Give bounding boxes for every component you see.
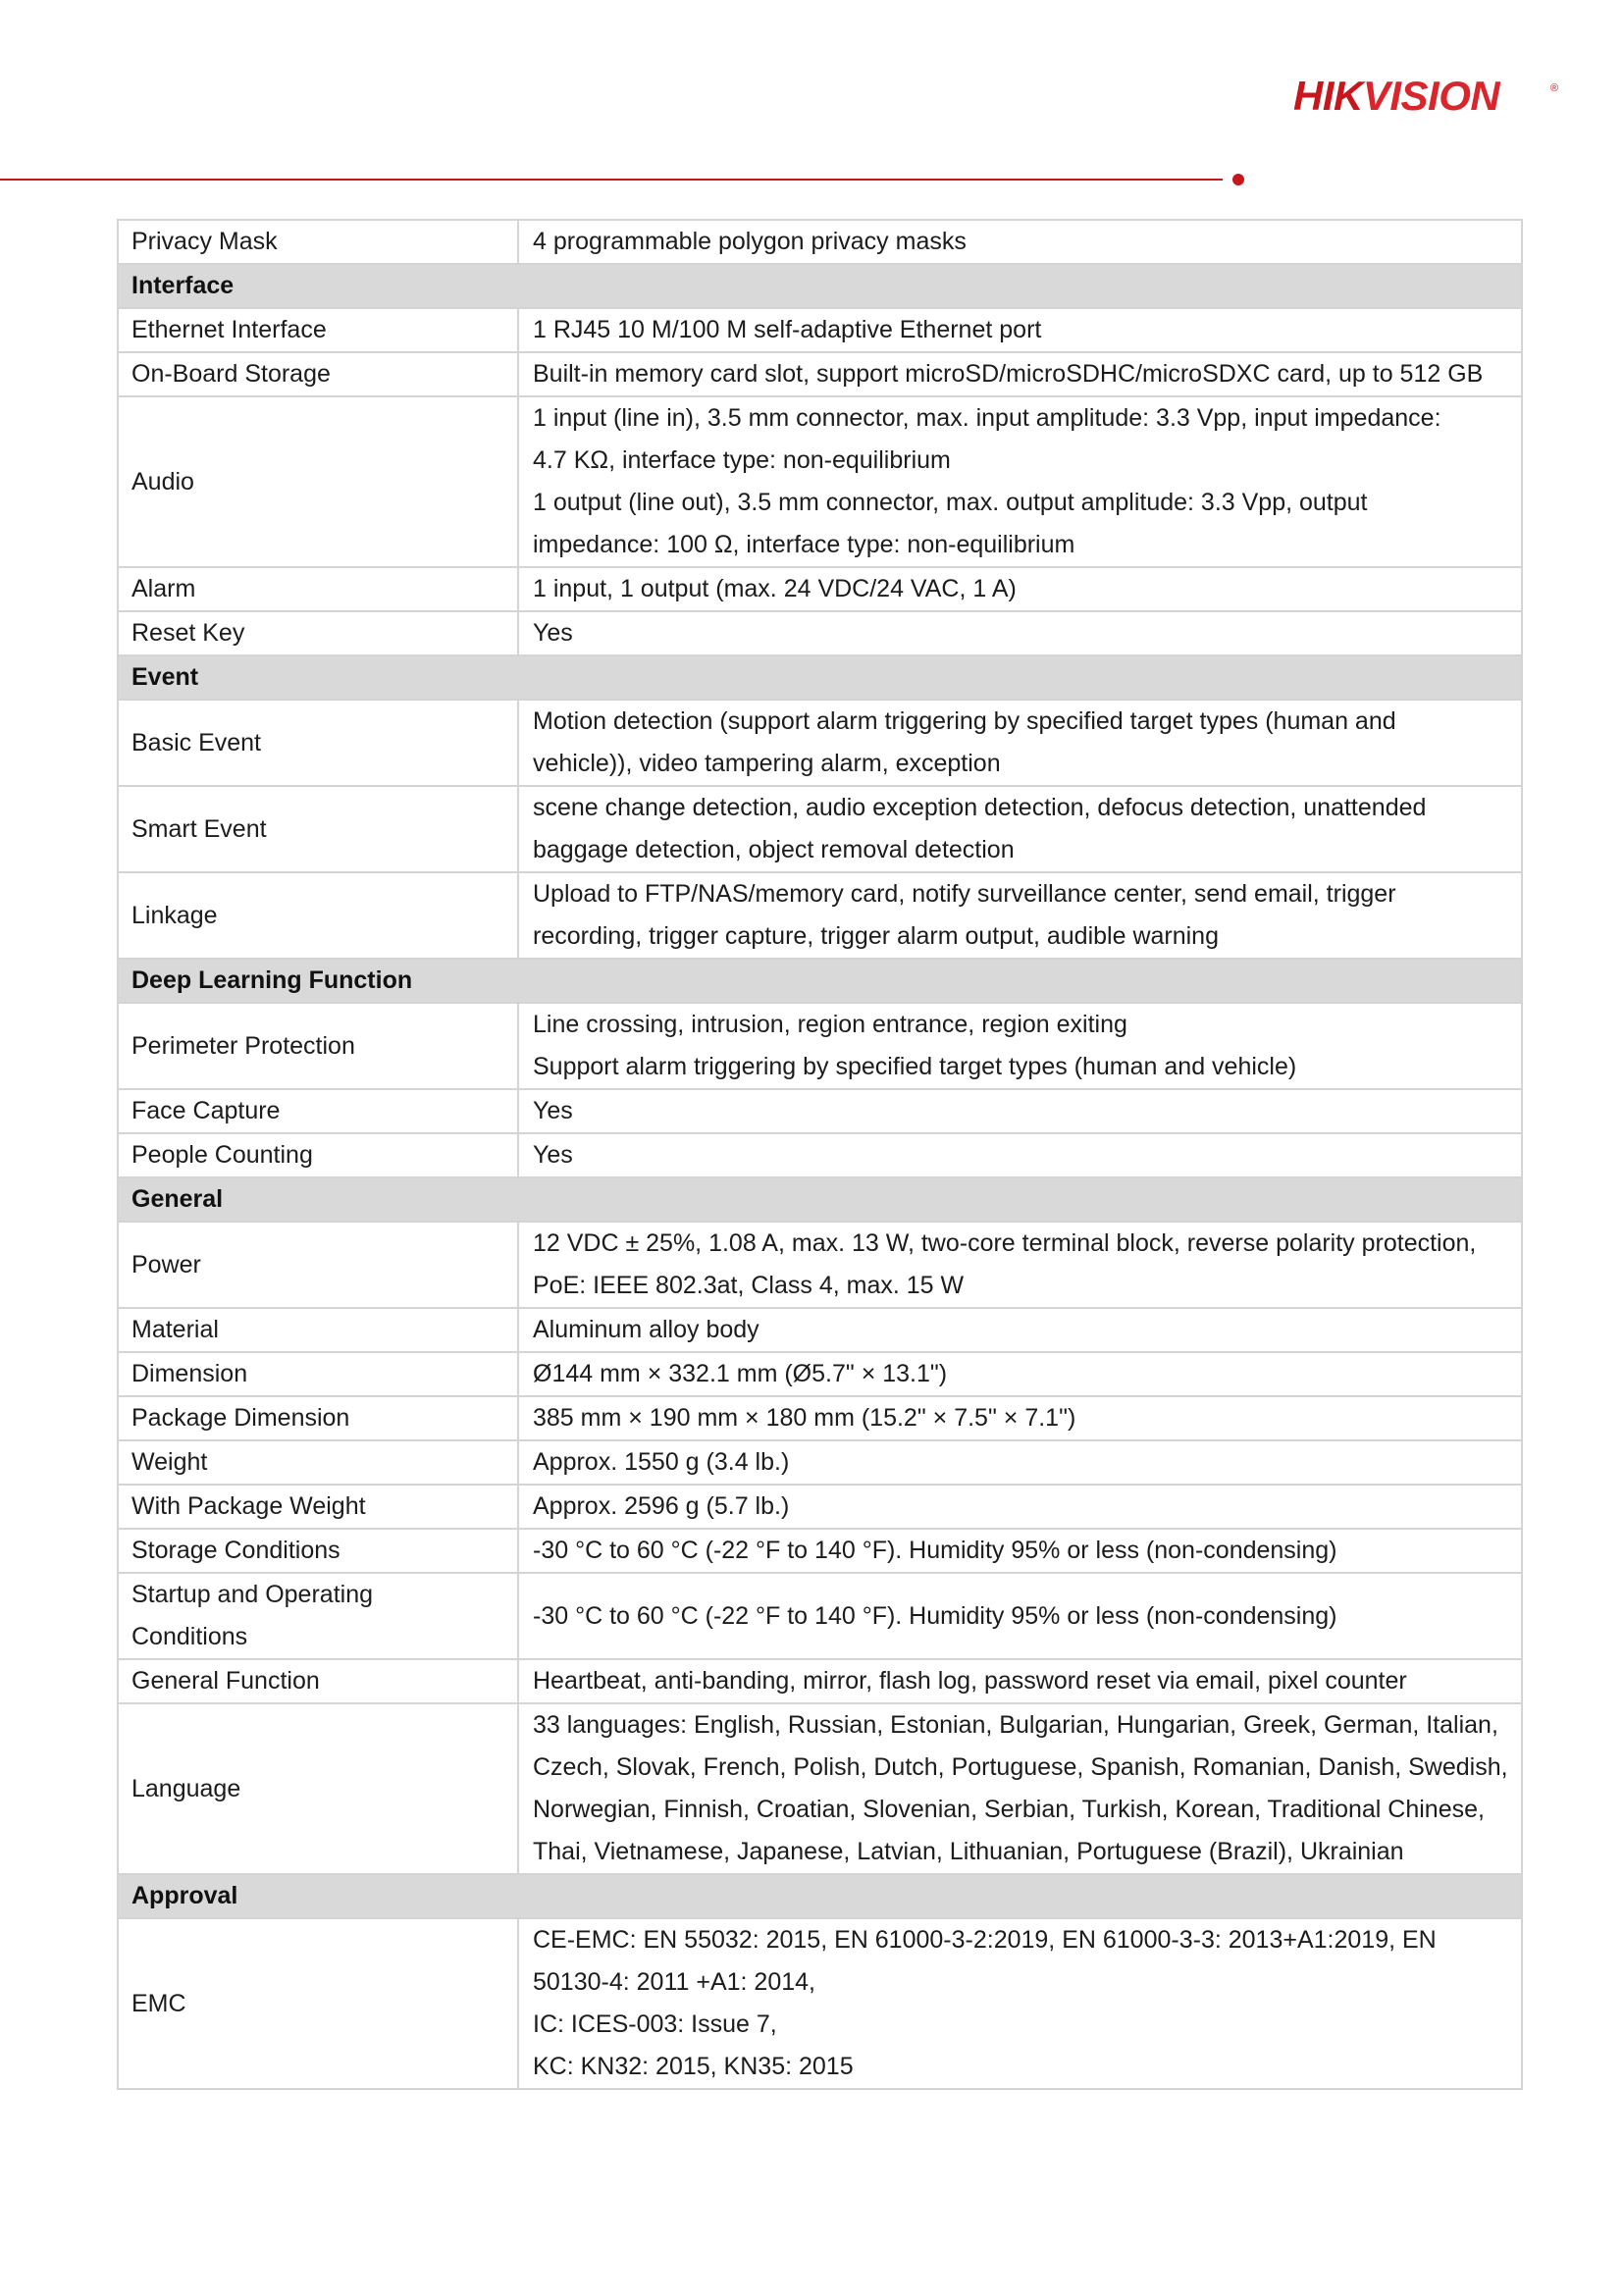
spec-value-line: Upload to FTP/NAS/memory card, notify surveillance center, send email, trigger bbox=[533, 880, 1396, 908]
section-title: Event bbox=[118, 655, 1522, 700]
spec-row bbox=[118, 1440, 1522, 1485]
spec-label: Smart Event bbox=[118, 786, 518, 872]
section-header-row bbox=[118, 1177, 1522, 1222]
spec-row bbox=[118, 1396, 1522, 1440]
spec-value bbox=[518, 1003, 1522, 1089]
spec-value bbox=[518, 786, 1522, 872]
spec-value-line: CE-EMC: EN 55032: 2015, EN 61000-3-2:2019, EN 61000-3-3: 2013+A1:2019, EN bbox=[533, 1926, 1437, 1954]
spec-value-line: 4.7 KΩ, interface type: non-equilibrium bbox=[533, 446, 951, 474]
spec-label: People Counting bbox=[118, 1133, 518, 1177]
spec-label: Package Dimension bbox=[118, 1396, 518, 1440]
spec-row bbox=[118, 567, 1522, 611]
spec-label: Perimeter Protection bbox=[118, 1003, 518, 1089]
section-header-row bbox=[118, 1874, 1522, 1918]
spec-value: 385 mm × 190 mm × 180 mm (15.2" × 7.5" × 7.1") bbox=[518, 1396, 1522, 1440]
spec-value: Yes bbox=[518, 1089, 1522, 1133]
spec-value: Heartbeat, anti-banding, mirror, flash log, password reset via email, pixel counter bbox=[518, 1659, 1522, 1703]
spec-row bbox=[118, 1918, 1522, 2089]
spec-value-line: vehicle)), video tampering alarm, exception bbox=[533, 750, 1001, 777]
header-divider-dot bbox=[1232, 174, 1244, 185]
brand-logo-vision: VISION bbox=[1362, 73, 1500, 119]
header-divider-line bbox=[0, 179, 1223, 181]
spec-row bbox=[118, 1485, 1522, 1529]
spec-label bbox=[118, 1573, 518, 1659]
spec-value: Built-in memory card slot, support microSD/microSDHC/microSDXC card, up to 512 GB bbox=[518, 352, 1522, 396]
section-title: Interface bbox=[118, 264, 1522, 308]
spec-value-line: IC: ICES-003: Issue 7, bbox=[533, 2010, 777, 2038]
spec-row bbox=[118, 1003, 1522, 1089]
spec-row bbox=[118, 396, 1522, 567]
spec-value-line: 50130-4: 2011 +A1: 2014, bbox=[533, 1968, 815, 1996]
spec-label: Material bbox=[118, 1308, 518, 1352]
section-title: General bbox=[118, 1177, 1522, 1222]
spec-label-line: Startup and Operating bbox=[131, 1581, 373, 1608]
spec-value: 1 input, 1 output (max. 24 VDC/24 VAC, 1 A) bbox=[518, 567, 1522, 611]
spec-value-line: impedance: 100 Ω, interface type: non-equilibrium bbox=[533, 531, 1075, 558]
spec-value-line: scene change detection, audio exception detection, defocus detection, unattended bbox=[533, 794, 1427, 821]
spec-row bbox=[118, 220, 1522, 264]
spec-value: -30 °C to 60 °C (-22 °F to 140 °F). Humidity 95% or less (non-condensing) bbox=[518, 1573, 1522, 1659]
spec-label-line: Conditions bbox=[131, 1623, 248, 1650]
specification-table bbox=[117, 219, 1523, 2090]
spec-row bbox=[118, 1352, 1522, 1396]
spec-value: 4 programmable polygon privacy masks bbox=[518, 220, 1522, 264]
spec-label: Audio bbox=[118, 396, 518, 567]
section-title: Approval bbox=[118, 1874, 1522, 1918]
spec-value-line: Czech, Slovak, French, Polish, Dutch, Portuguese, Spanish, Romanian, Danish, Swedish, bbox=[533, 1753, 1508, 1781]
spec-value: 1 RJ45 10 M/100 M self-adaptive Ethernet port bbox=[518, 308, 1522, 352]
spec-row bbox=[118, 872, 1522, 959]
spec-row bbox=[118, 1659, 1522, 1703]
spec-value: Approx. 2596 g (5.7 lb.) bbox=[518, 1485, 1522, 1529]
spec-row bbox=[118, 1573, 1522, 1659]
spec-label: Storage Conditions bbox=[118, 1529, 518, 1573]
spec-label: On-Board Storage bbox=[118, 352, 518, 396]
spec-value: Ø144 mm × 332.1 mm (Ø5.7" × 13.1") bbox=[518, 1352, 1522, 1396]
section-header-row bbox=[118, 264, 1522, 308]
spec-row bbox=[118, 786, 1522, 872]
specification-table-body bbox=[118, 220, 1522, 2089]
spec-row bbox=[118, 700, 1522, 786]
spec-value bbox=[518, 872, 1522, 959]
spec-row bbox=[118, 1703, 1522, 1874]
spec-row bbox=[118, 1222, 1522, 1308]
spec-value: Aluminum alloy body bbox=[518, 1308, 1522, 1352]
spec-row bbox=[118, 1089, 1522, 1133]
spec-value-line: 33 languages: English, Russian, Estonian, Bulgarian, Hungarian, Greek, German, Italian, bbox=[533, 1711, 1498, 1739]
spec-label: Dimension bbox=[118, 1352, 518, 1396]
spec-value-line: Line crossing, intrusion, region entrance, region exiting bbox=[533, 1011, 1127, 1038]
spec-label: Face Capture bbox=[118, 1089, 518, 1133]
spec-value bbox=[518, 1222, 1522, 1308]
spec-value-line: 1 output (line out), 3.5 mm connector, max. output amplitude: 3.3 Vpp, output bbox=[533, 489, 1368, 516]
spec-value: -30 °C to 60 °C (-22 °F to 140 °F). Humidity 95% or less (non-condensing) bbox=[518, 1529, 1522, 1573]
brand-logo bbox=[1293, 73, 1499, 120]
spec-value bbox=[518, 396, 1522, 567]
spec-value-line: recording, trigger capture, trigger alarm output, audible warning bbox=[533, 922, 1219, 950]
spec-row bbox=[118, 1529, 1522, 1573]
spec-row bbox=[118, 1308, 1522, 1352]
registered-mark: ® bbox=[1550, 82, 1559, 94]
spec-label: Power bbox=[118, 1222, 518, 1308]
spec-label: Reset Key bbox=[118, 611, 518, 655]
spec-row bbox=[118, 611, 1522, 655]
spec-label: Linkage bbox=[118, 872, 518, 959]
spec-label: Privacy Mask bbox=[118, 220, 518, 264]
brand-logo-hik: HIK bbox=[1293, 73, 1363, 119]
spec-value bbox=[518, 1703, 1522, 1874]
spec-value: Approx. 1550 g (3.4 lb.) bbox=[518, 1440, 1522, 1485]
section-header-row bbox=[118, 959, 1522, 1003]
spec-label: General Function bbox=[118, 1659, 518, 1703]
spec-value-line: Support alarm triggering by specified target types (human and vehicle) bbox=[533, 1053, 1297, 1080]
spec-value-line: Norwegian, Finnish, Croatian, Slovenian, Serbian, Turkish, Korean, Traditional Chinese, bbox=[533, 1796, 1485, 1823]
spec-value-line: 12 VDC ± 25%, 1.08 A, max. 13 W, two-core terminal block, reverse polarity protection, bbox=[533, 1229, 1477, 1257]
spec-value-line: Motion detection (support alarm triggering by specified target types (human and bbox=[533, 707, 1396, 735]
spec-value-line: Thai, Vietnamese, Japanese, Latvian, Lithuanian, Portuguese (Brazil), Ukrainian bbox=[533, 1838, 1404, 1865]
spec-label: Language bbox=[118, 1703, 518, 1874]
spec-value-line: KC: KN32: 2015, KN35: 2015 bbox=[533, 2053, 854, 2080]
spec-label: Weight bbox=[118, 1440, 518, 1485]
spec-value-line: PoE: IEEE 802.3at, Class 4, max. 15 W bbox=[533, 1272, 965, 1299]
spec-row bbox=[118, 352, 1522, 396]
spec-value-line: baggage detection, object removal detection bbox=[533, 836, 1015, 863]
spec-value bbox=[518, 700, 1522, 786]
spec-row bbox=[118, 308, 1522, 352]
spec-label: Basic Event bbox=[118, 700, 518, 786]
spec-label: Alarm bbox=[118, 567, 518, 611]
spec-label: Ethernet Interface bbox=[118, 308, 518, 352]
section-title: Deep Learning Function bbox=[118, 959, 1522, 1003]
spec-row bbox=[118, 1133, 1522, 1177]
spec-value bbox=[518, 1918, 1522, 2089]
spec-value-line: 1 input (line in), 3.5 mm connector, max. input amplitude: 3.3 Vpp, input impedance: bbox=[533, 404, 1441, 432]
spec-value: Yes bbox=[518, 1133, 1522, 1177]
section-header-row bbox=[118, 655, 1522, 700]
spec-label: With Package Weight bbox=[118, 1485, 518, 1529]
spec-label: EMC bbox=[118, 1918, 518, 2089]
spec-value: Yes bbox=[518, 611, 1522, 655]
